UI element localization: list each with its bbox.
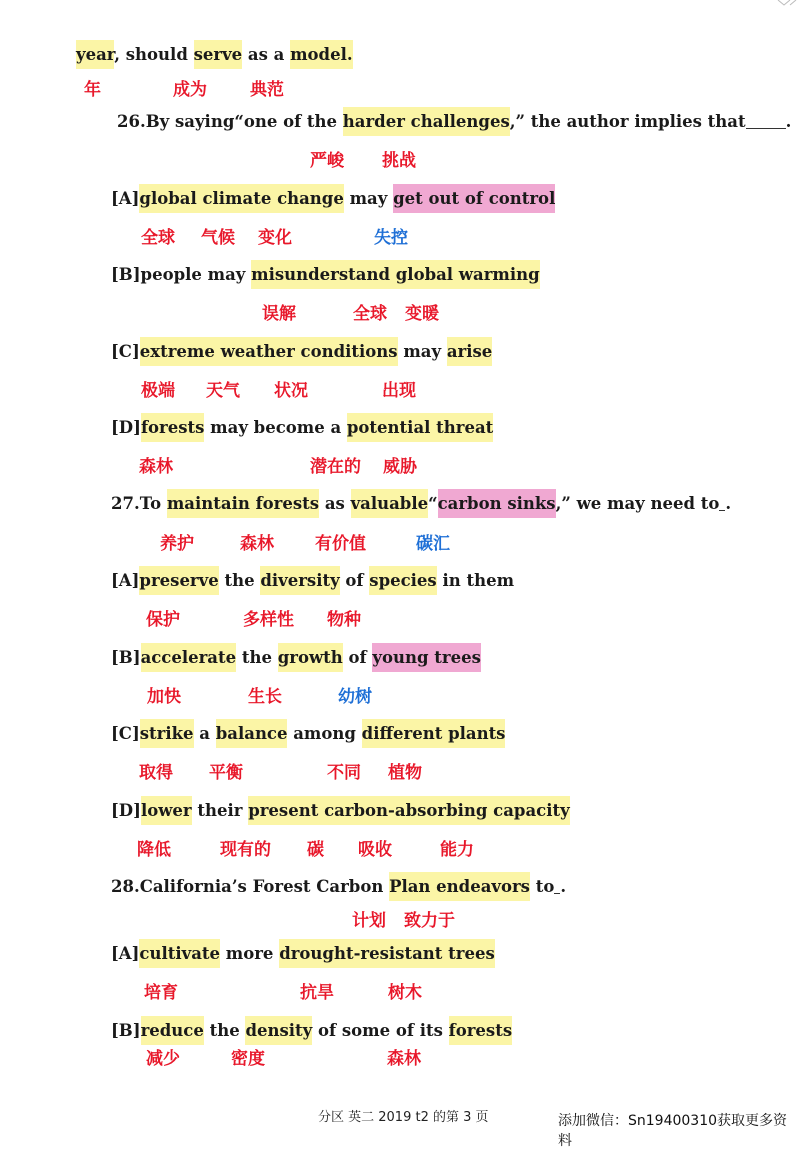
- annotation: 物种: [327, 610, 361, 630]
- option-27c: [C]strike a balance among different plants: [111, 722, 505, 746]
- annotation: 状况: [274, 381, 308, 401]
- annotation: 有价值: [315, 534, 366, 554]
- option-28b: [B]reduce the density of some of its forests: [111, 1019, 512, 1043]
- highlight: global climate change: [139, 184, 343, 213]
- corner-mark: [776, 0, 800, 8]
- text-line: year, should serve as a model.: [76, 43, 353, 67]
- option-27d: [D]lower their present carbon-absorbing capacity: [111, 799, 570, 823]
- annotation: 森林: [240, 534, 274, 554]
- annotation: 变暖: [405, 304, 439, 324]
- annotation: 平衡: [209, 763, 243, 783]
- annotation: 全球: [141, 228, 175, 248]
- page-footer: 分区 英二 2019 t2 的第 3 页: [318, 1110, 489, 1125]
- annotation: 失控: [374, 228, 408, 248]
- highlight: model.: [290, 40, 353, 69]
- annotation: 森林: [387, 1049, 421, 1069]
- highlight: extreme weather conditions: [140, 337, 398, 366]
- highlight: present carbon-absorbing capacity: [248, 796, 569, 825]
- annotation: 威胁: [383, 457, 417, 477]
- annotation: 典范: [250, 80, 284, 100]
- highlight: valuable: [351, 489, 429, 518]
- annotation: 取得: [139, 763, 173, 783]
- highlight: cultivate: [139, 939, 220, 968]
- annotation: 气候: [201, 228, 235, 248]
- annotation: 树木: [388, 983, 422, 1003]
- highlight: maintain forests: [167, 489, 319, 518]
- annotation: 密度: [231, 1049, 265, 1069]
- option-26c: [C]extreme weather conditions may arise: [111, 340, 492, 364]
- annotation: 计划: [352, 911, 386, 931]
- annotation: 森林: [139, 457, 173, 477]
- highlight-pink: get out of control: [393, 184, 555, 213]
- option-26a: [A]global climate change may get out of control: [111, 187, 555, 211]
- annotation: 天气: [206, 381, 240, 401]
- highlight: diversity: [260, 566, 339, 595]
- highlight: strike: [140, 719, 194, 748]
- option-27a: [A]preserve the diversity of species in them: [111, 569, 514, 593]
- highlight: balance: [216, 719, 288, 748]
- highlight: reduce: [141, 1016, 204, 1045]
- annotation: 减少: [146, 1049, 180, 1069]
- highlight: preserve: [139, 566, 218, 595]
- option-26b: [B]people may misunderstand global warming: [111, 263, 540, 287]
- highlight: species: [369, 566, 436, 595]
- highlight-pink: young trees: [372, 643, 480, 672]
- highlight: drought-resistant trees: [279, 939, 495, 968]
- highlight: forests: [449, 1016, 513, 1045]
- answer-blank: [746, 112, 786, 129]
- question-28: 28.California’s Forest Carbon Plan endeavors to .: [111, 875, 566, 899]
- annotation: 现有的: [220, 840, 271, 860]
- annotation: 全球: [353, 304, 387, 324]
- annotation: 植物: [388, 763, 422, 783]
- highlight-pink: carbon sinks: [438, 489, 556, 518]
- watermark-text: 添加微信：Sn19400310获取更多资料: [558, 1113, 788, 1149]
- annotation: 出现: [382, 381, 416, 401]
- highlight: density: [245, 1016, 312, 1045]
- annotation: 保护: [146, 610, 180, 630]
- annotation: 养护: [160, 534, 194, 554]
- highlight: accelerate: [141, 643, 237, 672]
- annotation: 误解: [262, 304, 296, 324]
- annotation: 严峻: [310, 151, 344, 171]
- highlight: serve: [194, 40, 243, 69]
- annotation: 潜在的: [310, 457, 361, 477]
- annotation: 年: [84, 80, 101, 100]
- annotation: 幼树: [338, 687, 372, 707]
- annotation: 挑战: [382, 151, 416, 171]
- option-27b: [B]accelerate the growth of young trees: [111, 646, 481, 670]
- annotation: 变化: [258, 228, 292, 248]
- annotation: 碳汇: [416, 534, 450, 554]
- question-26: 26.By saying“one of the harder challenges,” the author implies that .: [117, 110, 791, 134]
- highlight: lower: [141, 796, 192, 825]
- annotation: 成为: [173, 80, 207, 100]
- highlight: growth: [278, 643, 343, 672]
- annotation: 碳: [307, 840, 324, 860]
- annotation: 极端: [141, 381, 175, 401]
- question-27: 27.To maintain forests as valuable“carbon sinks,” we may need to .: [111, 492, 731, 516]
- highlight: harder challenges: [343, 107, 510, 136]
- highlight: different plants: [362, 719, 506, 748]
- annotation: 培育: [144, 983, 178, 1003]
- annotation: 致力于: [404, 911, 455, 931]
- option-28a: [A]cultivate more drought-resistant trees: [111, 942, 495, 966]
- option-26d: [D]forests may become a potential threat: [111, 416, 493, 440]
- annotation: 多样性: [243, 610, 294, 630]
- highlight: misunderstand global warming: [251, 260, 540, 289]
- highlight: forests: [141, 413, 205, 442]
- annotation: 不同: [327, 763, 361, 783]
- highlight: Plan endeavors: [389, 872, 530, 901]
- annotation: 加快: [147, 687, 181, 707]
- highlight: potential threat: [347, 413, 493, 442]
- highlight: arise: [447, 337, 492, 366]
- annotation: 抗旱: [300, 983, 334, 1003]
- annotation: 生长: [248, 687, 282, 707]
- annotation: 吸收: [358, 840, 392, 860]
- annotation: 能力: [440, 840, 474, 860]
- annotation: 降低: [137, 840, 171, 860]
- highlight: year: [76, 40, 114, 69]
